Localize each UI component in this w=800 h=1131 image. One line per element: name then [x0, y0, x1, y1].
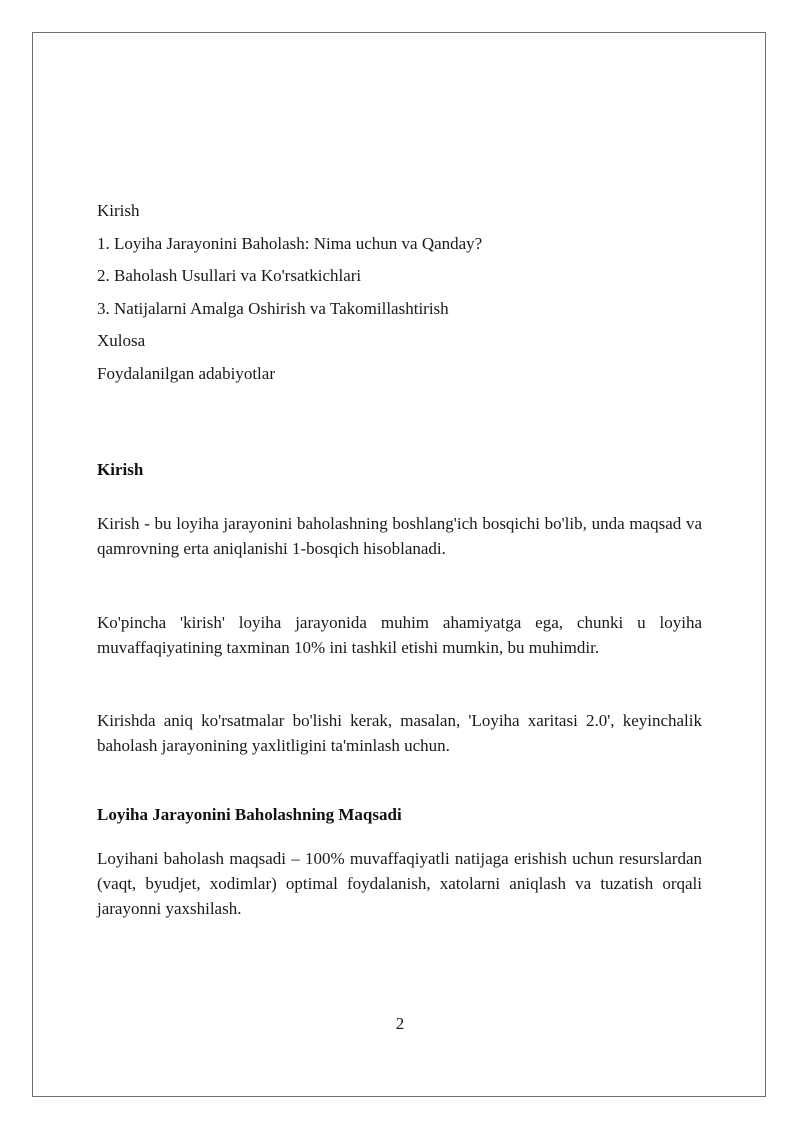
toc-item-3: 3. Natijalarni Amalga Oshirish va Takomillashtirish	[97, 299, 449, 318]
section-heading-kirish: Kirish	[97, 460, 144, 479]
toc-item-2: 2. Baholash Usullari va Ko'rsatkichlari	[97, 266, 362, 285]
paragraph-kirish-2: Ko'pincha 'kirish' loyiha jarayonida muhim ahamiyatga ega, chunki u loyiha muvaffaqiyatining taxminan 10% ini tashkil etishi mumkin, bu muhimdir.	[97, 613, 702, 657]
toc-item-kirish: Kirish	[97, 201, 140, 220]
page-number: 2	[395, 1014, 405, 1033]
toc-item-xulosa: Xulosa	[97, 331, 146, 350]
paragraph-maqsad-1: Loyihani baholash maqsadi – 100% muvaffaqiyatli natijaga erishish uchun resurslardan (vaqt, byudjet, xodimlar) optimal foydalanish, xatolarni aniqlash va tuzatish orqali jarayonni yaxshilash.	[97, 849, 702, 918]
toc-item-adabiyotlar: Foydalanilgan adabiyotlar	[97, 364, 275, 383]
section-heading-maqsad: Loyiha Jarayonini Baholashning Maqsadi	[97, 805, 402, 824]
paragraph-kirish-3: Kirishda aniq ko'rsatmalar bo'lishi kerak, masalan, 'Loyiha xaritasi 2.0', keyinchalik baholash jarayonining yaxlitligini ta'minlash uchun.	[97, 711, 702, 755]
paragraph-kirish-1: Kirish - bu loyiha jarayonini baholashning boshlang'ich bosqichi bo'lib, unda maqsad va qamrovning erta aniqlanishi 1-bosqich hisoblanadi.	[97, 514, 702, 558]
toc-item-1: 1. Loyiha Jarayonini Baholash: Nima uchun va Qanday?	[97, 234, 483, 253]
page-frame	[32, 32, 766, 1097]
